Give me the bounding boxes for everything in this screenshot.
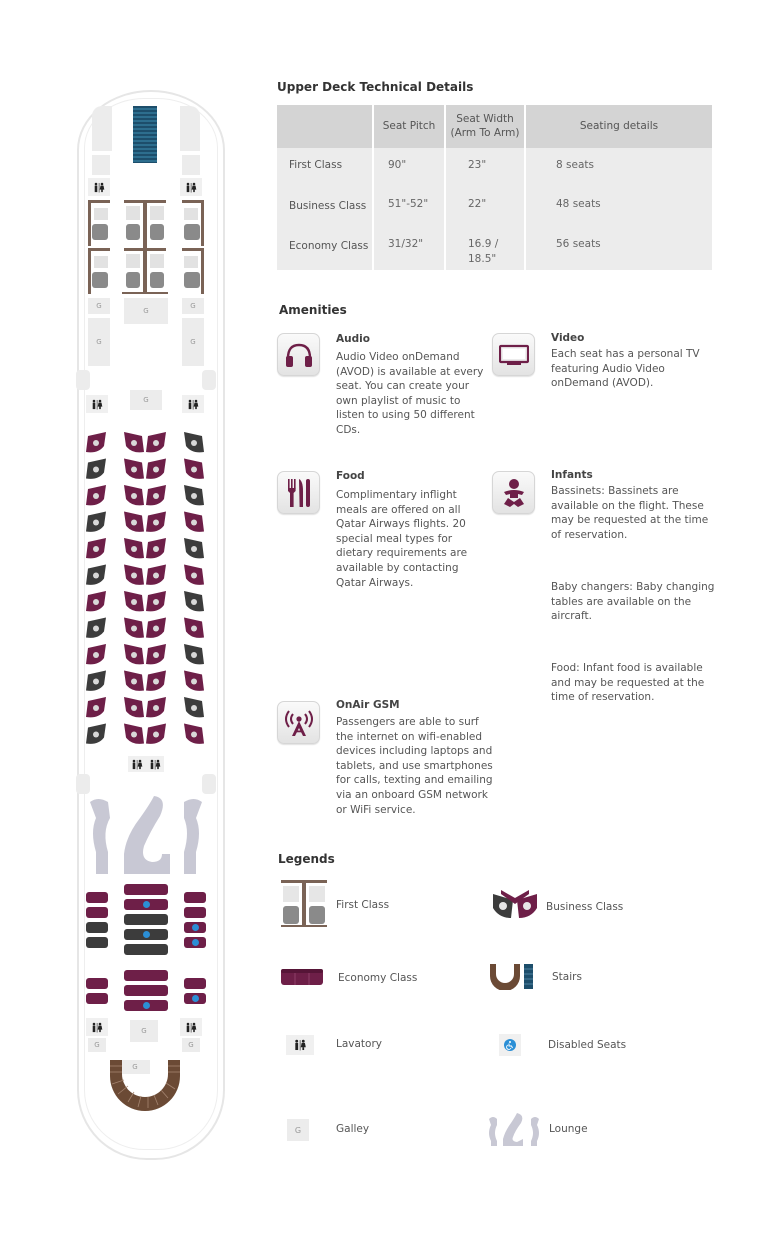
amenity-video-text [551, 347, 700, 391]
business-seat-cushion [153, 440, 159, 446]
business-seat-cushion [153, 626, 159, 632]
disabled-seat-icon [192, 939, 199, 946]
legend-first-class: First Class [336, 899, 390, 911]
business-seat-cushion [131, 732, 137, 738]
seat-width-value: 16.9 / [468, 238, 499, 251]
business-seat-cushion [93, 467, 99, 473]
door-left-1 [76, 370, 90, 390]
business-seat-cushion [131, 440, 137, 446]
business-seat-cushion [191, 573, 197, 579]
lavatory-icon [185, 1022, 197, 1033]
economy-seat [86, 993, 108, 1004]
legends-title: Legends [278, 852, 335, 866]
economy-seat [86, 937, 108, 948]
class-name-cell: First Class [277, 148, 373, 189]
business-seat-cushion [191, 652, 197, 658]
lavatory-rear-left [86, 1018, 108, 1036]
text-line: meals are offered on all [336, 503, 461, 516]
business-seat-cushion [191, 520, 197, 526]
economy-seat [184, 892, 206, 903]
amenity-audio-title: Audio [336, 333, 370, 345]
economy-right-column-2 [184, 978, 206, 1008]
legend-lavatory: Lavatory [336, 1038, 383, 1050]
text-line: Qatar Airways. [336, 576, 414, 589]
seat-width-cell [445, 229, 525, 270]
nose-block-right [180, 106, 200, 151]
lavatory-front-right [180, 178, 202, 196]
text-line: featuring Audio Video [551, 362, 665, 375]
galley-left-2: G [88, 318, 110, 366]
amenity-infants-title: Infants [551, 469, 593, 481]
galley-rear-center: G [130, 1020, 158, 1042]
business-seat-cushion [153, 599, 159, 605]
business-seat-cushion [191, 732, 197, 738]
text-line: listen to using 50 different [336, 409, 475, 422]
text-line: may be requested at the time [551, 514, 709, 527]
amenity-video-title: Video [551, 332, 585, 344]
economy-seat [124, 970, 168, 981]
lavatory-rear-business [128, 756, 164, 772]
economy-seat [184, 922, 206, 933]
economy-center-column-1 [124, 884, 168, 959]
economy-center-column-2 [124, 970, 168, 1015]
text-line: Each seat has a personal TV [551, 348, 700, 360]
legend-economy-class: Economy Class [338, 972, 418, 984]
text-line: tablets, and use smartphones [336, 759, 493, 772]
lavatory-mid-left [86, 395, 108, 413]
disabled-seat-icon [143, 1002, 150, 1009]
first-class-seat-icon [281, 880, 327, 928]
galley-center-1: G [124, 298, 168, 324]
economy-seat [184, 978, 206, 989]
seat-width-value-line2: 18.5" [468, 253, 497, 266]
business-seat-cushion [153, 573, 159, 579]
text-line: CDs. [336, 423, 361, 436]
baby-icon [492, 471, 535, 514]
headphones-icon [277, 333, 320, 376]
text-line: seat. You can create your [336, 380, 470, 393]
galley-rear-right: G [182, 1038, 200, 1052]
lavatory-icon [293, 1039, 307, 1051]
economy-seat [86, 907, 108, 918]
economy-seat [184, 937, 206, 948]
lavatory-icon [93, 182, 105, 193]
text-line: dietary requirements are [336, 547, 468, 560]
seating-details-cell: 8 seats [525, 148, 712, 189]
amenity-gsm-title: OnAir GSM [336, 699, 400, 711]
business-seat-cushion [191, 493, 197, 499]
text-line: via an onboard GSM network [336, 788, 488, 801]
wheelchair-icon [504, 1039, 516, 1051]
business-seat-cushion [93, 493, 99, 499]
nose-side-left [92, 155, 110, 175]
business-seat-cushion [131, 493, 137, 499]
text-line: Audio Video onDemand [336, 351, 460, 363]
business-seat-cushion [131, 467, 137, 473]
text-line: the internet on wifi-enabled [336, 730, 483, 743]
business-seat-cushion [131, 599, 137, 605]
lavatory-icon [91, 399, 103, 410]
seat-pitch-cell: 51"-52" [373, 189, 445, 230]
tech-details-table [277, 105, 712, 270]
text-line: available by contacting [336, 561, 459, 574]
economy-seat [86, 892, 108, 903]
economy-seat [124, 899, 168, 910]
antenna-icon [277, 701, 320, 744]
text-line: Baby changers: Baby changing [551, 581, 715, 593]
class-name-cell: Economy Class [277, 229, 373, 270]
galley-legend-icon: G [287, 1119, 309, 1141]
table-header-seat-width [445, 105, 525, 148]
text-line: onDemand (AVOD). [551, 377, 654, 390]
economy-seat [124, 1000, 168, 1011]
seat-width-cell [445, 148, 525, 189]
business-seat-cushion [191, 679, 197, 685]
text-line: own playlist of music to [336, 394, 461, 407]
nose-side-right [182, 155, 200, 175]
upper-deck-seat-map [62, 80, 240, 1175]
text-line: (AVOD) is available at every [336, 365, 484, 378]
business-class-seat-icon [491, 888, 539, 922]
table-row [277, 148, 712, 189]
amenity-gsm-text [336, 715, 493, 817]
business-seat-cushion [93, 679, 99, 685]
lavatory-icon [131, 759, 161, 770]
economy-seat [86, 922, 108, 933]
galley-rear-left: G [88, 1038, 106, 1052]
lounge-icon [487, 1111, 541, 1147]
seat-width-value: 23" [468, 158, 487, 171]
onboard-lounge [88, 792, 204, 878]
business-seat-cushion [93, 626, 99, 632]
table-header-seat-pitch: Seat Pitch [373, 105, 445, 148]
business-seat-cushion [153, 493, 159, 499]
disabled-seat-icon [143, 931, 150, 938]
door-right-1 [202, 370, 216, 390]
header-seat-width-line2: (Arm To Arm) [450, 127, 520, 140]
business-seat-cushion [153, 679, 159, 685]
business-seat-cushion [131, 626, 137, 632]
disabled-seat-icon [192, 995, 199, 1002]
legend-disabled-seats: Disabled Seats [548, 1039, 627, 1051]
galley-right-1: G [182, 298, 204, 314]
disabled-seat-icon [143, 901, 150, 908]
business-seat-cushion [131, 652, 137, 658]
text-line: Bassinets: Bassinets are [551, 485, 679, 497]
amenity-audio-text [336, 350, 483, 438]
business-seat-cushion [93, 546, 99, 552]
text-line: available on the flight. These [551, 499, 704, 512]
text-line: and may be requested at the [551, 676, 705, 689]
amenity-infants-baby-changers [551, 580, 714, 624]
amenity-infants-food [551, 661, 704, 705]
amenity-infants-bassinets [551, 484, 708, 542]
business-seat-cushion [191, 626, 197, 632]
economy-seat [124, 985, 168, 996]
business-seat-cushion [191, 467, 197, 473]
business-seat-cushion [93, 440, 99, 446]
seating-details-cell: 48 seats [525, 189, 712, 230]
business-seat-cushion [191, 546, 197, 552]
economy-seat [124, 914, 168, 925]
economy-seat [184, 993, 206, 1004]
class-name-cell: Business Class [277, 189, 373, 230]
text-line: for calls, texting and emailing [336, 774, 493, 787]
table-header-cell [277, 105, 373, 148]
text-line: special meal types for [336, 532, 453, 545]
text-line: of reservation. [551, 528, 628, 541]
legend-business-class: Business Class [546, 901, 624, 913]
seat-pitch-cell: 90" [373, 148, 445, 189]
lavatory-icon [187, 399, 199, 410]
text-line: tables are available on the [551, 595, 692, 608]
economy-class-seat-icon [281, 967, 323, 987]
business-seat-cushion [93, 652, 99, 658]
door-left-2 [76, 774, 90, 794]
disabled-seat-icon [192, 924, 199, 931]
lavatory-front-left [88, 178, 110, 196]
cutlery-icon [277, 471, 320, 514]
door-right-2 [202, 774, 216, 794]
business-seat-cushion [131, 546, 137, 552]
amenities-title: Amenities [279, 303, 347, 317]
disabled-seat-legend-icon [499, 1034, 521, 1056]
economy-seat [124, 944, 168, 955]
business-seat-cushion [153, 546, 159, 552]
text-line: Qatar Airways flights. 20 [336, 518, 466, 531]
economy-seat [124, 884, 168, 895]
lavatory-rear-right [180, 1018, 202, 1036]
front-stairs [133, 106, 157, 163]
business-seat-cushion [131, 520, 137, 526]
seat-width-cell [445, 189, 525, 230]
table-header-row [277, 105, 712, 148]
text-line: Passengers are able to surf [336, 716, 479, 728]
business-seat-cushion [131, 573, 137, 579]
galley-left-1: G [88, 298, 110, 314]
business-seat-cushion [191, 440, 197, 446]
business-seat-cushion [153, 705, 159, 711]
text-line: time of reservation. [551, 691, 655, 704]
business-seat-cushion [93, 520, 99, 526]
business-seat-cushion [93, 599, 99, 605]
text-line: Food: Infant food is available [551, 662, 703, 674]
amenity-food-title: Food [336, 470, 365, 482]
business-seat-cushion [131, 679, 137, 685]
business-seat-cushion [191, 599, 197, 605]
tv-screen-icon [492, 333, 535, 376]
lavatory-mid-right [182, 395, 204, 413]
table-header-seating-details: Seating details [525, 105, 712, 148]
economy-seat [184, 907, 206, 918]
legend-galley: Galley [336, 1123, 370, 1135]
business-seat-cushion [153, 520, 159, 526]
economy-seat [86, 978, 108, 989]
economy-seat [124, 929, 168, 940]
business-class-cabin [84, 432, 206, 762]
seat-width-value: 22" [468, 197, 487, 210]
galley-right-2: G [182, 318, 204, 366]
business-seat-cushion [93, 732, 99, 738]
text-line: aircraft. [551, 610, 592, 623]
first-class-suite [88, 200, 204, 294]
business-seat-cushion [153, 467, 159, 473]
business-seat-cushion [93, 705, 99, 711]
stairs-icon [490, 964, 534, 990]
business-seat-cushion [131, 705, 137, 711]
galley-rear-stairs: G [120, 1060, 150, 1074]
rear-stairs [108, 1058, 182, 1112]
seating-details-cell: 56 seats [525, 229, 712, 270]
business-seat-cushion [191, 705, 197, 711]
economy-right-column-1 [184, 892, 206, 952]
table-row [277, 189, 712, 230]
legend-stairs: Stairs [552, 971, 582, 983]
table-row [277, 229, 712, 270]
economy-left-column-1 [86, 892, 108, 952]
text-line: Complimentary inflight [336, 489, 457, 501]
business-seat-cushion [93, 573, 99, 579]
first-class-cabin [86, 198, 206, 296]
nose-block-left [92, 106, 112, 151]
lavatory-legend-icon [286, 1035, 314, 1055]
business-seat-cushion [153, 732, 159, 738]
header-seat-width-line1: Seat Width [456, 113, 514, 126]
amenity-food-text [336, 488, 467, 590]
business-seat-cushion [153, 652, 159, 658]
economy-left-column-2 [86, 978, 108, 1008]
text-line: or WiFi service. [336, 803, 416, 816]
lavatory-icon [185, 182, 197, 193]
legend-lounge: Lounge [549, 1123, 588, 1135]
tech-details-title: Upper Deck Technical Details [277, 80, 474, 94]
lavatory-icon [91, 1022, 103, 1033]
text-line: devices including laptops and [336, 745, 493, 758]
galley-center-2: G [130, 390, 162, 410]
seat-pitch-cell: 31/32" [373, 229, 445, 270]
